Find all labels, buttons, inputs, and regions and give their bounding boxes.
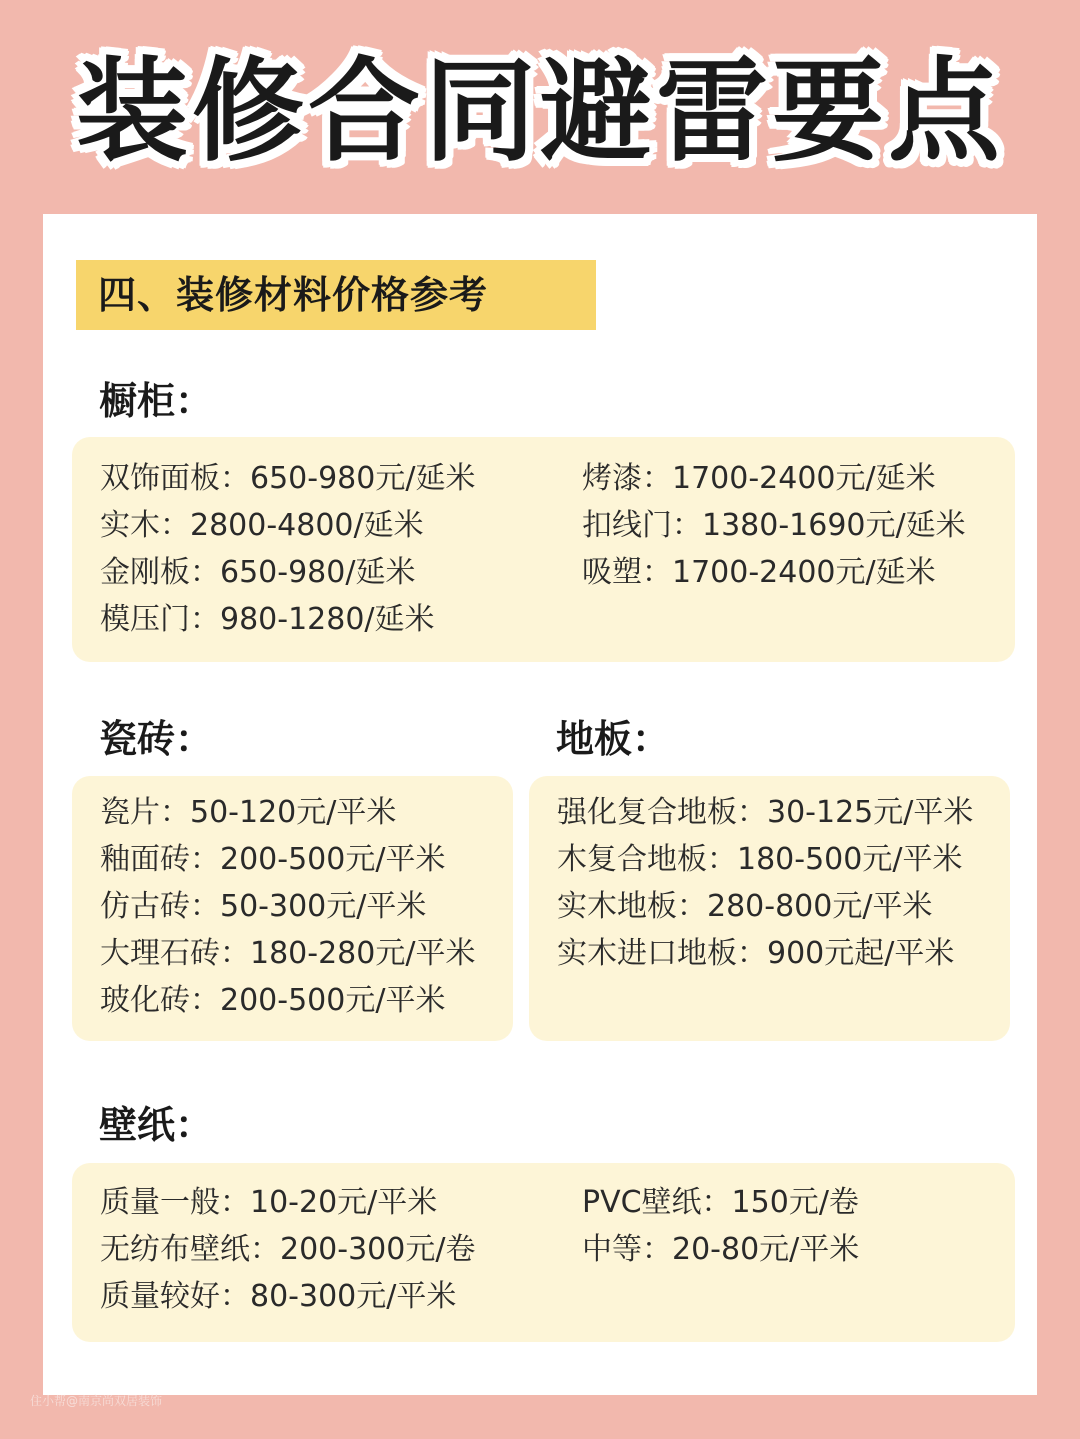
cabinet-price-box	[72, 437, 1015, 662]
floor-item: 强化复合地板：30-125元/平米	[557, 795, 974, 830]
cabinet-item: 实木：2800-4800/延米	[100, 508, 424, 543]
tile-item: 大理石砖：180-280元/平米	[100, 936, 476, 971]
wallpaper-price-box	[72, 1163, 1015, 1342]
cabinet-item: 烤漆：1700-2400元/延米	[582, 461, 936, 496]
wallpaper-item: 中等：20-80元/平米	[582, 1232, 860, 1267]
section-heading: 四、装修材料价格参考	[76, 260, 596, 330]
tile-price-box	[72, 776, 513, 1041]
wallpaper-item: 无纺布壁纸：200-300元/卷	[100, 1232, 476, 1267]
tile-item: 瓷片：50-120元/平米	[100, 795, 397, 830]
floor-label: 地板：	[556, 717, 671, 761]
wallpaper-label: 壁纸：	[99, 1103, 214, 1147]
cabinet-item: 模压门：980-1280/延米	[100, 602, 435, 637]
floor-item: 实木进口地板：900元起/平米	[557, 936, 955, 971]
cabinet-item: 扣线门：1380-1690元/延米	[582, 508, 966, 543]
wallpaper-item: 质量较好：80-300元/平米	[100, 1279, 457, 1314]
tile-label: 瓷砖：	[99, 717, 214, 761]
page-title: 装修合同避雷要点	[76, 47, 1004, 177]
cabinet-label: 橱柜：	[99, 379, 214, 423]
watermark: 住小帮@南京尚双居装饰	[30, 1394, 163, 1408]
floor-item: 木复合地板：180-500元/平米	[557, 842, 963, 877]
cabinet-item: 双饰面板：650-980元/延米	[100, 461, 476, 496]
floor-price-box	[529, 776, 1010, 1041]
cabinet-item: 吸塑：1700-2400元/延米	[582, 555, 936, 590]
wallpaper-item: 质量一般：10-20元/平米	[100, 1185, 438, 1220]
floor-item: 实木地板：280-800元/平米	[557, 889, 933, 924]
tile-item: 玻化砖：200-500元/平米	[100, 983, 446, 1018]
wallpaper-item: PVC壁纸：150元/卷	[582, 1185, 859, 1220]
cabinet-item: 金刚板：650-980/延米	[100, 555, 416, 590]
content-card	[43, 214, 1037, 1395]
tile-item: 仿古砖：50-300元/平米	[100, 889, 427, 924]
tile-item: 釉面砖：200-500元/平米	[100, 842, 446, 877]
